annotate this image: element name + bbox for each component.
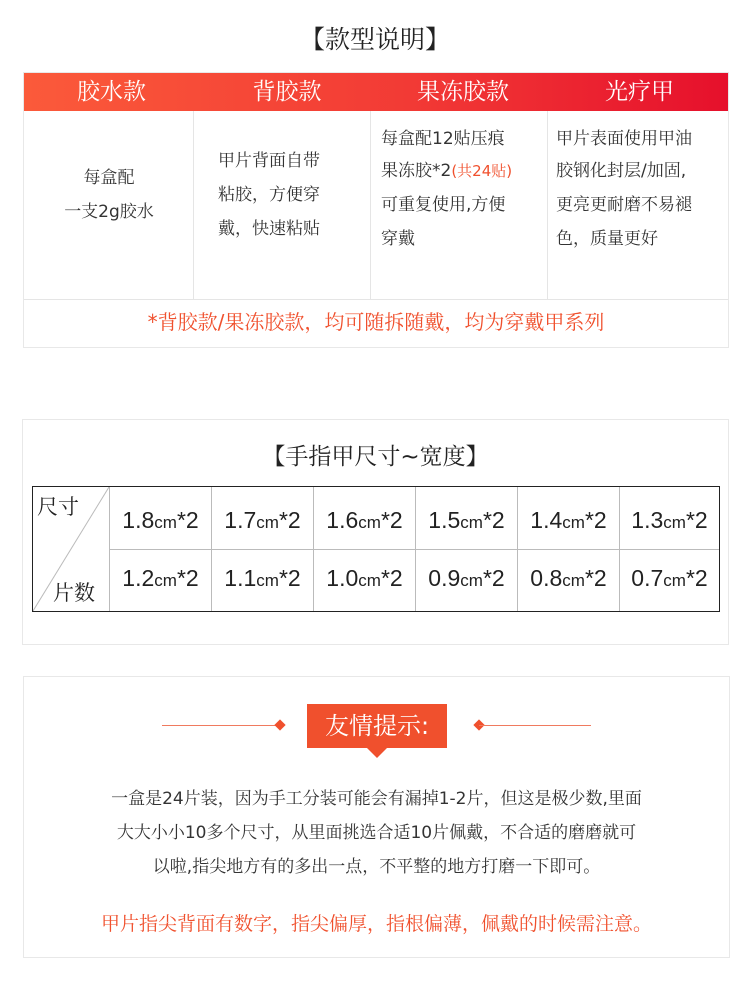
- size-unit: cm: [154, 513, 177, 532]
- styles-note: *背胶款/果冻胶款，均可随拆随戴，均为穿戴甲系列: [147, 310, 605, 334]
- size-quantity: *2: [278, 565, 301, 591]
- size-unit: cm: [460, 513, 483, 532]
- size-cell: [619, 549, 719, 611]
- size-unit: cm: [663, 513, 686, 532]
- tips-left-diamond-icon: [274, 719, 285, 730]
- jelly-line2-main: 果冻胶*2: [381, 161, 452, 181]
- tips-line2: 大大小小10多个尺寸，从里面挑选合适10片佩戴，不合适的磨磨就可: [116, 823, 637, 843]
- size-quantity: *2: [380, 565, 403, 591]
- size-value: 1.1: [224, 565, 257, 591]
- gel-line1: 甲片表面使用甲油: [556, 129, 692, 149]
- cell-glue: [24, 111, 194, 299]
- size-quantity: *2: [584, 565, 607, 591]
- size-quantity: *2: [176, 507, 199, 533]
- size-section: [22, 419, 729, 645]
- size-unit: cm: [154, 571, 177, 590]
- size-value: 1.8: [122, 507, 155, 533]
- size-quantity: *2: [685, 507, 708, 533]
- size-cell: [619, 487, 719, 549]
- size-unit: cm: [562, 571, 585, 590]
- jelly-line2-note: (共24贴): [451, 162, 513, 180]
- tips-badge-arrow-icon: [367, 748, 387, 758]
- size-value: 1.3: [631, 507, 664, 533]
- tips-badge: 友情提示:: [307, 704, 447, 748]
- size-cell: [517, 549, 619, 611]
- jelly-line1: 每盒配12贴压痕: [381, 129, 505, 149]
- jelly-line3: 可重复使用,方便: [381, 195, 506, 215]
- size-quantity: *2: [482, 507, 505, 533]
- cell-jelly: [371, 111, 548, 299]
- back-glue-line3: 戴，快速粘贴: [218, 219, 320, 239]
- tips-line1: 一盒是24片装，因为手工分装可能会有漏掉1-2片，但这是极少数,里面: [111, 789, 642, 809]
- size-cell: [211, 487, 313, 549]
- gel-line2: 胶钢化封层/加固,: [556, 161, 687, 181]
- size-value: 0.8: [530, 565, 563, 591]
- styles-section-title: 【款型说明】: [299, 25, 450, 54]
- size-cell: [211, 549, 313, 611]
- size-value: 1.2: [122, 565, 155, 591]
- header-back-glue: 背胶款: [252, 79, 322, 105]
- glue-line2: 一支2g胶水: [64, 202, 154, 222]
- size-quantity: *2: [278, 507, 301, 533]
- size-cell: [415, 487, 517, 549]
- size-table: [32, 486, 720, 612]
- size-value: 1.6: [326, 507, 359, 533]
- tips-section: [23, 676, 730, 958]
- gel-line3: 更亮更耐磨不易褪: [556, 195, 692, 215]
- size-value: 1.0: [326, 565, 359, 591]
- size-unit: cm: [358, 571, 381, 590]
- size-cell: [517, 487, 619, 549]
- size-unit: cm: [358, 513, 381, 532]
- tips-left-line: [162, 725, 280, 726]
- tips-warning: 甲片指尖背面有数字，指尖偏厚，指根偏薄，佩戴的时候需注意。: [100, 913, 652, 935]
- size-quantity: *2: [176, 565, 199, 591]
- jelly-line2: [381, 154, 512, 188]
- gel-line4: 色，质量更好: [556, 229, 658, 249]
- size-cell: [109, 549, 211, 611]
- size-unit: cm: [663, 571, 686, 590]
- header-glue: 胶水款: [77, 79, 146, 105]
- tips-right-line: [479, 725, 591, 726]
- styles-divider: [24, 299, 728, 300]
- size-quantity: *2: [380, 507, 403, 533]
- size-value: 0.7: [631, 565, 664, 591]
- corner-label-size: 尺寸: [37, 495, 79, 519]
- jelly-line4: 穿戴: [381, 229, 415, 249]
- cell-gel: [548, 111, 728, 299]
- styles-table: [23, 72, 729, 348]
- size-quantity: *2: [685, 565, 708, 591]
- glue-line1: 每盒配: [83, 168, 135, 188]
- size-cell: [313, 487, 415, 549]
- back-glue-line2: 粘胶，方便穿: [218, 185, 320, 205]
- header-gel: 光疗甲: [605, 79, 674, 105]
- size-unit: cm: [256, 571, 279, 590]
- tips-line3: 以啦,指尖地方有的多出一点，不平整的地方打磨一下即可。: [152, 857, 601, 877]
- size-unit: cm: [256, 513, 279, 532]
- size-unit: cm: [460, 571, 483, 590]
- size-value: 1.4: [530, 507, 563, 533]
- header-jelly: 果冻胶款: [417, 79, 509, 105]
- corner-label-count: 片数: [53, 581, 95, 605]
- size-section-title: 【手指甲尺寸~宽度】: [262, 444, 489, 470]
- size-quantity: *2: [584, 507, 607, 533]
- back-glue-line1: 甲片背面自带: [218, 151, 320, 171]
- size-quantity: *2: [482, 565, 505, 591]
- size-value: 0.9: [428, 565, 461, 591]
- size-value: 1.5: [428, 507, 461, 533]
- styles-table-header: [24, 73, 728, 111]
- size-unit: cm: [562, 513, 585, 532]
- size-value: 1.7: [224, 507, 257, 533]
- size-cell: [109, 487, 211, 549]
- size-cell: [313, 549, 415, 611]
- cell-back-glue: [194, 111, 371, 299]
- size-cell: [415, 549, 517, 611]
